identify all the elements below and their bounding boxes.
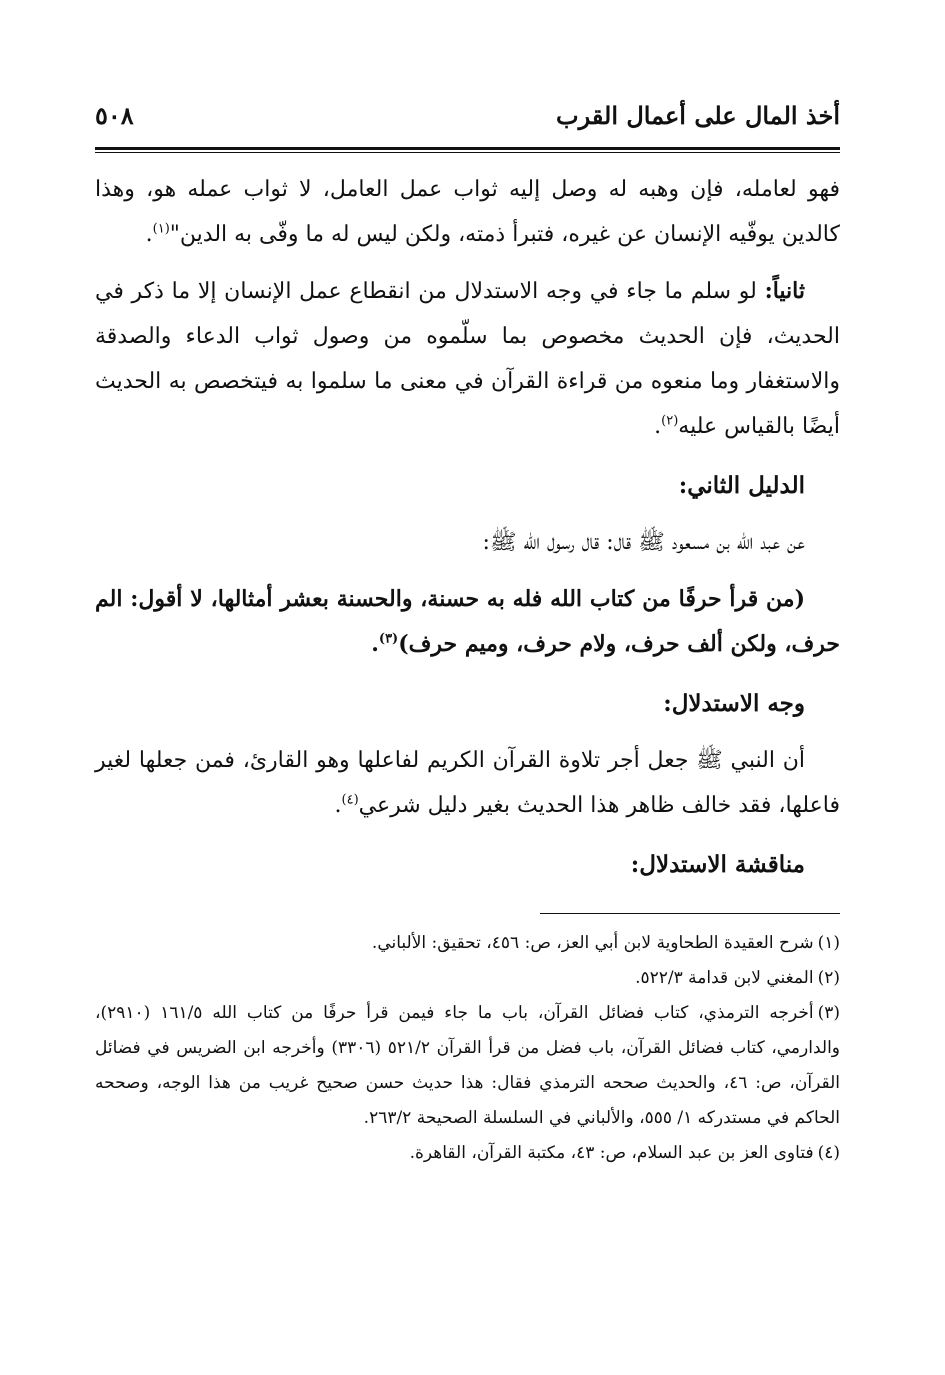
page-number: ٥٠٨ bbox=[95, 101, 134, 130]
paragraph-2: ثانياً: لو سلم ما جاء في وجه الاستدلال من انقطاع عمل الإنسان إلا ما ذكر في الحديث، فإن الحديث مخصوص بما سلّموه من وصول ثواب الدعاء والصدقة والاستغفار وما منعوه من قراءة القرآن في معنى ما سلموا به فيتخصص به الحديث أيضًا بالقياس عليه$^{(٢)}$. bbox=[95, 278, 840, 439]
paragraph-2-lead: ثانياً: bbox=[764, 278, 806, 304]
footnote-3-number: (٣) bbox=[817, 1003, 840, 1023]
footnote-4 bbox=[95, 1136, 840, 1171]
footnote-separator bbox=[540, 913, 840, 914]
footnote-1 bbox=[95, 926, 840, 961]
hadith-quote: (من قرأ حرفًا من كتاب الله فله به حسنة، والحسنة بعشر أمثالها، لا أقول: الم حرف، ولكن ألف حرف، ولام حرف، وميم حرف)$^{(٣)}$. bbox=[95, 586, 840, 657]
running-title: أخذ المال على أعمال القرب bbox=[556, 101, 840, 130]
footnote-4-text: فتاوى العز بن عبد السلام، ص: ٤٣، مكتبة القرآن، القاهرة. bbox=[409, 1143, 814, 1163]
hadith-text: (من قرأ حرفًا من كتاب الله فله به حسنة، والحسنة بعشر أمثالها، لا أقول: الم حرف، ولكن ألف حرف، ولام حرف، وميم حرف) bbox=[95, 586, 840, 657]
paragraph-5: أن النبي ﷺ جعل أجر تلاوة القرآن الكريم لفاعلها وهو القارئ، فمن جعلها لغير فاعلها، فقد خالف ظاهر هذا الحديث بغير دليل شرعي$^{(٤)}$. bbox=[95, 748, 840, 818]
footnote-ref-1: (١) bbox=[152, 221, 170, 237]
paragraph-2-text: لو سلم ما جاء في وجه الاستدلال من انقطاع عمل الإنسان إلا ما ذكر في الحديث، فإن الحديث مخصوص بما سلّموه من وصول ثواب الدعاء والصدقة والاستغفار وما منعوه من قراءة القرآن في معنى ما سلموا به فيتخصص به الحديث أيضًا بالقياس عليه bbox=[95, 279, 840, 439]
footnote-2 bbox=[95, 961, 840, 996]
paragraph-5-text: أن النبي ﷺ جعل أجر تلاوة القرآن الكريم لفاعلها وهو القارئ، فمن جعلها لغير فاعلها، فقد خالف ظاهر هذا الحديث بغير دليل شرعي bbox=[95, 748, 840, 818]
page bbox=[95, 95, 840, 1171]
footnote-2-number: (٢) bbox=[817, 968, 840, 988]
paragraph-3: عن عبد الله بن مسعود ﷺ قال: قال رسول الله ﷺ: bbox=[482, 530, 805, 555]
main-text bbox=[95, 167, 840, 887]
footnote-ref-3: (٣) bbox=[378, 631, 399, 647]
footnote-4-number: (٤) bbox=[817, 1143, 840, 1163]
heading-second-evidence: الدليل الثاني: bbox=[678, 472, 805, 499]
header-rule-thin bbox=[95, 152, 840, 153]
running-header bbox=[95, 95, 840, 145]
footnote-ref-2: (٢) bbox=[661, 413, 679, 429]
footnote-1-text: شرح العقيدة الطحاوية لابن أبي العز، ص: ٤٥٦، تحقيق: الألباني. bbox=[371, 933, 814, 953]
header-rule bbox=[95, 147, 840, 150]
footnote-2-text: المغني لابن قدامة ٥٢٢/٣. bbox=[635, 968, 814, 988]
heading-discussion: مناقشة الاستدلال: bbox=[630, 851, 805, 878]
paragraph-1: فهو لعامله، فإن وهبه له وصل إليه ثواب عمل العامل، لا ثواب عمله هو، وهذا كالدين يوفّيه الإنسان عن غيره، فتبرأ ذمته، ولكن ليس له ما وفّى به الدين"$^{(١)}$. bbox=[95, 177, 840, 247]
footnote-1-number: (١) bbox=[817, 933, 840, 953]
footnote-3-text: أخرجه الترمذي، كتاب فضائل القرآن، باب ما جاء فيمن قرأ حرفًا من كتاب الله ١٦١/٥ (٢٩١٠)، والدارمي، كتاب فضائل القرآن، باب فضل من قرأ القرآن ٥٢١/٢ (٣٣٠٦) وأخرجه ابن الضريس في فضائل القرآن، ص: ٤٦، والحديث صححه الترمذي فقال: هذا حديث حسن صحيح غريب من هذا الوجه، وصححه الحاكم في مستدركه ١/ ٥٥٥، والألباني في السلسلة الصحيحة ٢٦٣/٢. bbox=[95, 1003, 841, 1128]
footnotes bbox=[95, 926, 840, 1171]
footnote-ref-4: (٤) bbox=[341, 792, 359, 808]
footnote-3 bbox=[95, 996, 840, 1136]
heading-inference: وجه الاستدلال: bbox=[663, 690, 805, 717]
paragraph-1-text: فهو لعامله، فإن وهبه له وصل إليه ثواب عمل العامل، لا ثواب عمله هو، وهذا كالدين يوفّيه الإنسان عن غيره، فتبرأ ذمته، ولكن ليس له ما وفّى به الدين" bbox=[95, 177, 840, 247]
